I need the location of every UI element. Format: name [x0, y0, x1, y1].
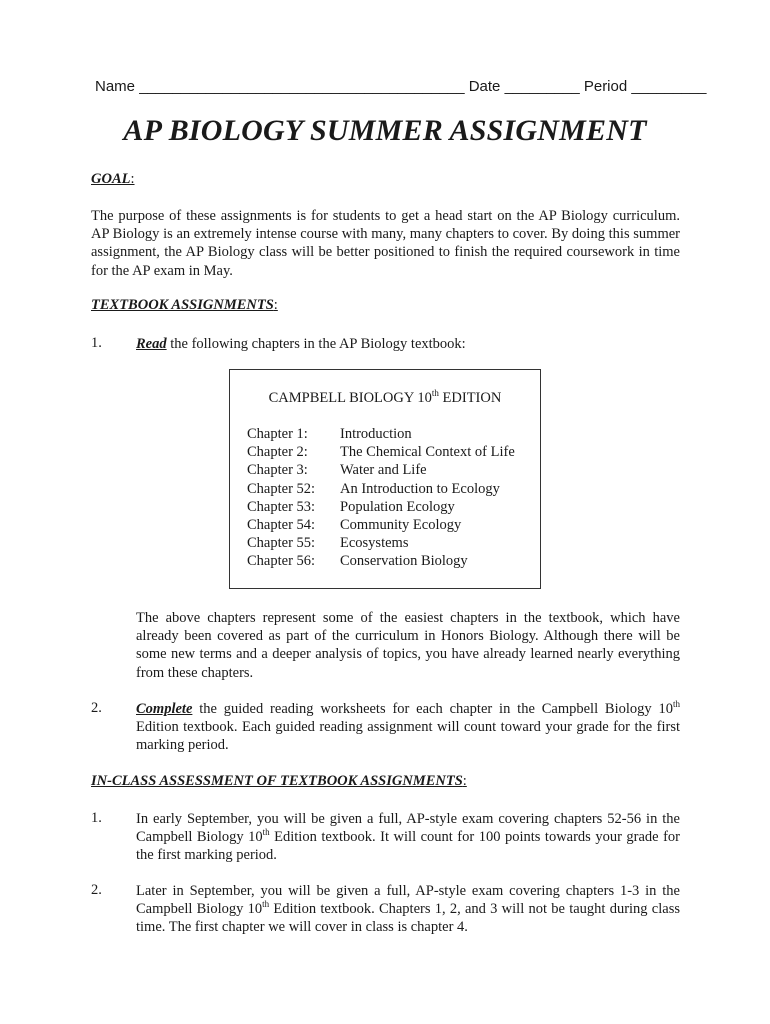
textbook-heading: TEXTBOOK ASSIGNMENTS:	[91, 297, 278, 313]
goal-heading: GOAL:	[91, 171, 135, 187]
assessment-item-1: In early September, you will be given a full, AP-style exam covering chapters 52-56 in the Campbell Biology 10th Edition textbook. It will count for 100 points towards your grade for the first marking period.	[136, 811, 681, 864]
box-title: CAMPBELL BIOLOGY 10th EDITION	[268, 388, 502, 406]
goal-paragraph: The purpose of these assignments is for students to get a head start on the AP Biology curriculum. AP Biology is an extremely intense course with many, many chapters to cover. By doing this summer assignment, the AP Biology class will be better positioned to finish the required coursework in time for the AP exam in May.	[91, 208, 680, 279]
item-number: 2.	[91, 700, 102, 716]
chapter-row: Chapter 3: Water and Life	[247, 462, 427, 478]
item-number: 2.	[91, 882, 102, 898]
chapter-row: Chapter 55: Ecosystems	[247, 535, 409, 551]
assessment-item-2: Later in September, you will be given a full, AP-style exam covering chapters 1-3 in the Campbell Biology 10th Edition textbook. Chapters 1, 2, and 3 will not be taught during class time. The first chapter we will cover in class is chapter 4.	[136, 883, 680, 936]
after-box-paragraph: The above chapters represent some of the easiest chapters in the textbook, which have already been covered as part of the curriculum in Honors Biology. Although there will be some new terms and a deeper analysis of topics, you have already learned nearly everything from these chapters.	[136, 610, 680, 681]
inclass-heading: IN-CLASS ASSESSMENT OF TEXTBOOK ASSIGNMENTS:	[91, 773, 467, 789]
item-number: 1.	[91, 810, 102, 826]
chapter-row: Chapter 53: Population Ecology	[247, 499, 455, 515]
item-number: 1.	[91, 335, 102, 351]
date-label: Date	[468, 78, 501, 95]
chapter-row: Chapter 56: Conservation Biology	[247, 553, 468, 569]
period-blank[interactable]: _________	[631, 78, 707, 95]
chapter-row: Chapter 54: Community Ecology	[247, 517, 462, 533]
chapter-row: Chapter 1: Introduction	[247, 426, 412, 442]
chapter-row: Chapter 52: An Introduction to Ecology	[247, 481, 500, 497]
period-label: Period	[583, 78, 628, 95]
chapter-list-box	[229, 369, 541, 589]
complete-instruction: Complete the guided reading worksheets for each chapter in the Campbell Biology 10th Edition textbook. Each guided reading assignment will count toward your grade for the first marking period.	[136, 699, 680, 754]
name-label: Name	[95, 78, 136, 95]
name-blank[interactable]: _______________________________________	[139, 78, 465, 95]
date-blank[interactable]: _________	[504, 78, 580, 95]
read-instruction: Read the following chapters in the AP Biology textbook:	[136, 336, 466, 352]
chapter-row: Chapter 2: The Chemical Context of Life	[247, 444, 515, 460]
page-title: AP BIOLOGY SUMMER ASSIGNMENT	[123, 114, 647, 147]
header-line	[95, 78, 707, 95]
